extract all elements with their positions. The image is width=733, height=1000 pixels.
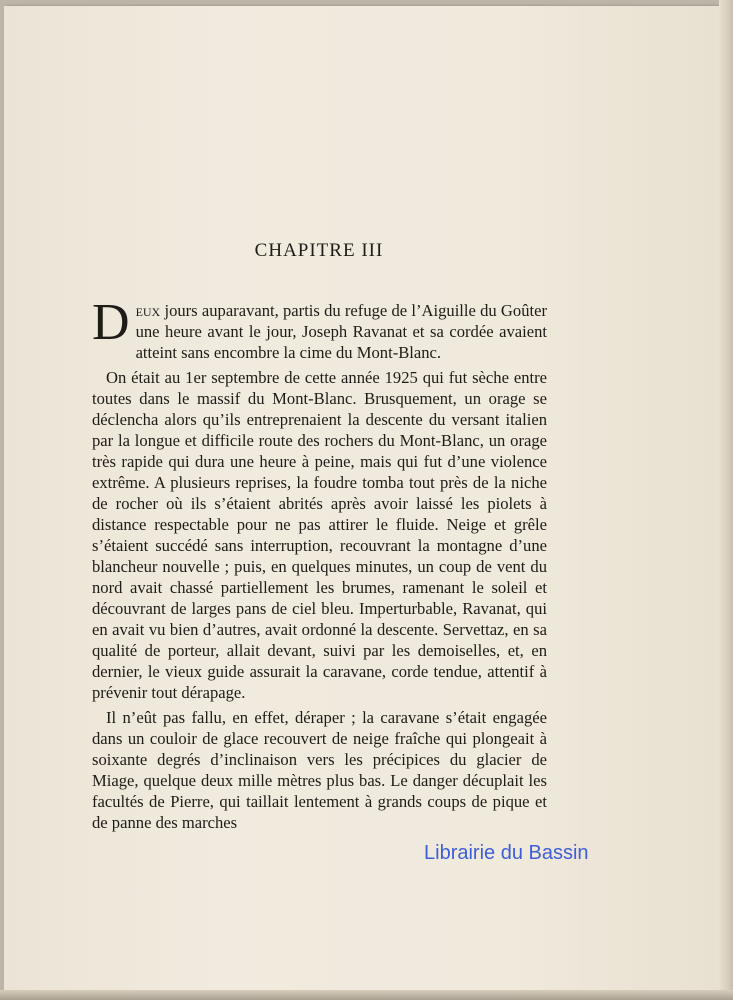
paragraph-3: Il n’eût pas fallu, en effet, déraper ; la caravane s’était engagée dans un couloir de glace recouvert de neige fraîche qui plongeait à soixante degrés d’inclinaison vers les précipices du glacier de Miage, quelque deux mille mètres plus bas. Le danger décuplait les facultés de Pierre, qui taillait lentement à grands coups de pique et de panne des marches	[92, 708, 547, 832]
chapter-title: CHAPITRE III	[254, 240, 384, 261]
page-bottom-shadow	[0, 990, 733, 1000]
drop-cap: D	[92, 294, 130, 351]
watermark-text: Librairie du Bassin	[424, 842, 589, 864]
paragraph-1	[92, 294, 547, 363]
paragraph-1-text: jours auparavant, partis du refuge de l’Aiguille du Goûter une heure avant le jour, Joseph Ravanat et sa cordée avaient atteint sans encombre la cime du Mont-Blanc.	[135, 301, 547, 362]
book-page	[4, 6, 722, 994]
page-edge	[719, 0, 733, 1000]
body-text	[92, 294, 547, 837]
paragraph-2: On était au 1er septembre de cette année 1925 qui fut sèche entre toutes dans le massif du Mont-Blanc. Brusquement, un orage se déclencha alors qu’ils entreprenaient la descente du versant italien par la longue et difficile route des rochers du Mont-Blanc, un orage très rapide qui dura une heure à peine, mais qui fut d’une violence extrême. A plusieurs reprises, la foudre tomba tout près de la niche de rocher où ils s’étaient abrités après avoir laissé les piolets à distance respectable pour ne pas attirer le fluide. Neige et grêle s’étaient succédé sans interruption, recouvrant la montagne d’une blancheur nouvelle ; puis, en quelques minutes, un coup de vent du nord avait chassé partiellement les brumes, ramenant le soleil et découvrant de larges pans de ciel bleu. Imperturbable, Ravanat, qui en avait vu bien d’autres, avait ordonné la descente. Servettaz, en sa qualité de porteur, allait devant, suivi par les demoiselles, et, en dernier, le vieux guide assurait la caravane, corde tendue, attentif à prévenir tout dérapage.	[92, 368, 547, 702]
first-word-rest: eux	[135, 301, 161, 320]
